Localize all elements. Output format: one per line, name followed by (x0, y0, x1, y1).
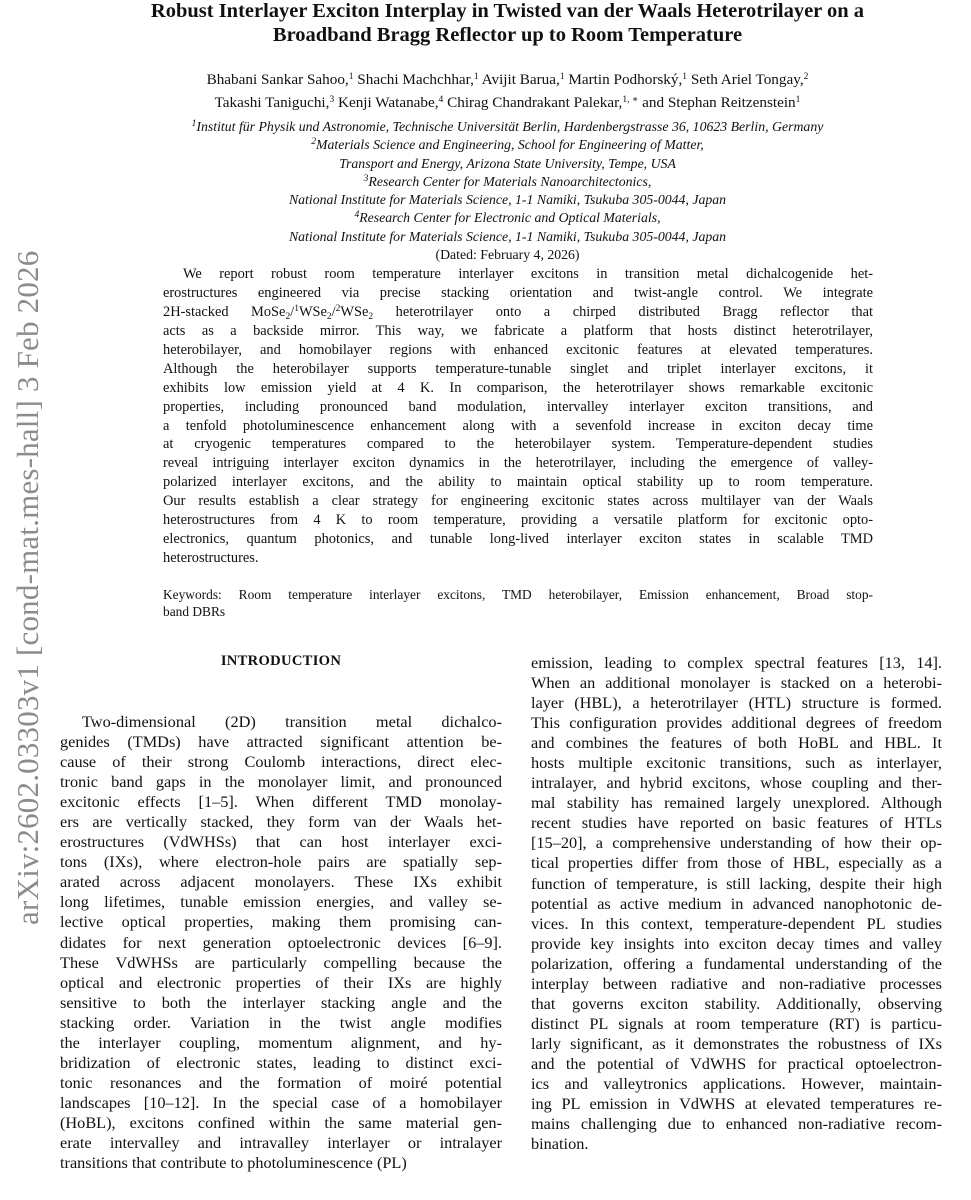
paragraph-line: These VdWHSs are particularly compelling because the (60, 952, 502, 972)
paragraph-line: mal stability has remained largely unexplored. Although (531, 793, 942, 813)
paragraph-line: arated across adjacent monolayers. These IXs exhibit (60, 872, 502, 892)
paragraph-line: This configuration provides additional degrees of freedom (531, 713, 942, 733)
paragraph-line: larly significant, as it demonstrates the robustness of IXs (531, 1033, 942, 1053)
paragraph-line: genides (TMDs) have attracted significant attention be- (60, 732, 502, 752)
affiliation-2: $^2$Materials Science and Engineering, School for Engineering of Matter, (311, 137, 704, 153)
paragraph-line: and combines the features of both HoBL and HBL. It (531, 733, 942, 753)
keywords-line: band DBRs (163, 604, 226, 620)
paragraph-line: stacking order. Variation in the twist angle modifies (60, 1012, 502, 1032)
paragraph-line: function of temperature, is still lacking, despite their high (531, 873, 942, 893)
paragraph-line: bination. (531, 1134, 589, 1154)
paragraph-line: tronic band gaps in the monolayer limit, and pronounced (60, 772, 502, 792)
paragraph-line: polarization, offering a fundamental understanding of the (531, 953, 942, 973)
author: Martin Podhorský,$^1$ (568, 71, 688, 88)
paragraph-line: potential as active medium in advanced nanophotonic de- (531, 893, 942, 913)
abstract-line: Although the heterobilayer supports temperature-tunable singlet and triplet interlayer excitons, it (163, 360, 873, 377)
paragraph-line: hosts multiple excitonic transitions, such as interlayer, (531, 753, 942, 773)
affiliation-3: $^3$Research Center for Materials Nanoarchitectonics, (363, 173, 652, 189)
paragraph-line: the interlayer coupling, momentum alignment, and hy- (60, 1032, 502, 1052)
author: Avijit Barua,$^1$ (481, 71, 565, 88)
abstract-line: polarized interlayer excitons, and the ability to maintain optical stability up to room temperature. (163, 474, 873, 491)
paragraph-line: Two-dimensional (2D) transition metal dichalco- (82, 712, 502, 731)
paragraph-line: landscapes [10–12]. In the special case of a homobilayer (60, 1092, 502, 1112)
abstract-line: Our results establish a clear strategy for engineering excitonic states across multilayer van der Waals (163, 493, 873, 510)
paragraph-line: tons (IXs), where electron-hole pairs are spatially sep- (60, 852, 502, 872)
paragraph-line: optical and electronic properties of their IXs are highly (60, 972, 502, 992)
paragraph-line: provide key insights into exciton decay times and valley (531, 933, 942, 953)
affiliation-4: $^4$Research Center for Electronic and Optical Materials, (354, 210, 661, 226)
intro-left-column (60, 712, 502, 1173)
paragraph-line: vices. In this context, temperature-dependent PL studies (531, 913, 942, 933)
paragraph-line: bridization of electronic states, leading to distinct exci- (60, 1052, 502, 1072)
paragraph-line: transitions that contribute to photoluminescence (PL) (60, 1153, 407, 1173)
paragraph-line: erostructures (VdWHSs) that can host interlayer exci- (60, 832, 502, 852)
paragraph-line: excitonic effects [1–5]. When different TMD monolay- (60, 792, 502, 812)
author: Takashi Taniguchi,$^3$ (214, 94, 335, 111)
title-line-1: Robust Interlayer Exciton Interplay in Twisted van der Waals Heterotrilayer on a (150, 0, 865, 22)
abstract-line: erostructures engineered via precise stacking orientation and twist-angle control. We integrate (163, 284, 873, 301)
paragraph-line: ers are vertically stacked, they form van der Waals het- (60, 812, 502, 832)
paragraph-line: ics and valleytronics applications. However, maintain- (531, 1073, 942, 1093)
dated-line: (Dated: February 4, 2026) (435, 247, 580, 263)
abstract (163, 265, 873, 568)
affiliation-3-cont: National Institute for Materials Science, 1-1 Namiki, Tsukuba 305-0044, Japan (288, 192, 727, 208)
affiliation-1: $^1$Institut für Physik und Astronomie, Technische Universität Berlin, Hardenbergstrasse 36, 10623 Berlin, Germany (191, 119, 824, 134)
abstract-line: 2H-stacked MoSe$_2$/$^1$WSe$_2$/$^2$WSe$_2$ heterotrilayer onto a chirped distributed Bragg reflector that (163, 303, 873, 322)
affiliations (60, 118, 955, 264)
keywords-line: Keywords: Room temperature interlayer excitons, TMD heterobilayer, Emission enhancement, Broad stop- (163, 587, 873, 602)
keywords (163, 586, 873, 621)
paper-title (60, 0, 955, 47)
abstract-line: exhibits low emission yield at 4 K. In comparison, the heterotrilayer shows remarkable excitonic (163, 379, 873, 396)
intro-right-column (531, 653, 942, 1154)
paragraph-line: [15–20], a comprehensive understanding of how their op- (531, 833, 942, 853)
abstract-line: properties, including pronounced band modulation, intervalley interlayer exciton transitions, and (163, 398, 873, 415)
paragraph-line: tical properties differ from those of HBL, especially as a (531, 853, 942, 873)
paragraph-line: long lifetimes, tunable emission energies, and valley se- (60, 892, 502, 912)
paragraph-line: cause of their strong Coulomb interactions, direct elec- (60, 752, 502, 772)
paragraph-line: interplay between radiative and non-radiative processes (531, 973, 942, 993)
affiliation-2-cont: Transport and Energy, Arizona State University, Tempe, USA (339, 155, 676, 171)
paragraph-line: erate intervalley and intravalley interlayer or intralayer (60, 1132, 502, 1152)
author: and Stephan Reitzenstein$^1$ (642, 94, 801, 111)
paragraph-line: that governs exciton stability. Additionally, observing (531, 993, 942, 1013)
paragraph-line: lective optical properties, making them promising can- (60, 912, 502, 932)
abstract-line: at cryogenic temperatures compared to the heterobilayer system. Temperature-dependent studies (163, 436, 873, 453)
paragraph-line: layer (HBL), a heterotrilayer (HTL) structure is formed. (531, 693, 942, 713)
author-list (60, 68, 955, 114)
abstract-line: electronics, quantum photonics, and tunable long-lived interlayer exciton states in scalable TMD (163, 531, 873, 548)
paragraph-line: intralayer, and hybrid excitons, whose coupling and ther- (531, 773, 942, 793)
abstract-line: reveal intriguing interlayer exciton dynamics in the heterotrilayer, including the emergence of valley- (163, 455, 873, 472)
author: Bhabani Sankar Sahoo,$^1$ (206, 71, 354, 88)
arxiv-sidebar-id: arXiv:2602.03303v1 [cond-mat.mes-hall] 3 Feb 2026 (10, 250, 45, 925)
section-heading-introduction: INTRODUCTION (220, 653, 342, 669)
paragraph-line: sensitive to both the interlayer stacking angle and the (60, 992, 502, 1012)
paragraph-line: and the potential of VdWHS for practical optoelectron- (531, 1053, 942, 1073)
title-line-2: Broadband Bragg Reflector up to Room Temperature (272, 23, 743, 46)
abstract-line: heterostructures from 4 K to room temperature, providing a versatile platform for excitonic opto- (163, 512, 873, 529)
paragraph-line: distinct PL signals at room temperature (RT) is particu- (531, 1013, 942, 1033)
author: Shachi Machchhar,$^1$ (357, 71, 479, 88)
abstract-line: a tenfold photoluminescence enhancement along with a sevenfold increase in exciton decay time (163, 417, 873, 434)
paragraph-line: didates for next generation optoelectronic devices [6–9]. (60, 932, 502, 952)
paragraph-line: (HoBL), excitons confined within the same material gen- (60, 1112, 502, 1132)
author: Seth Ariel Tongay,$^2$ (690, 71, 809, 88)
paragraph-line: ing PL emission in VdWHS at elevated temperatures re- (531, 1094, 942, 1114)
abstract-line: acts as a backside mirror. This way, we fabricate a platform that hosts distinct heterotrilayer, (163, 322, 873, 339)
abstract-line: heterostructures. (163, 550, 259, 567)
paragraph-line: recent studies have reported on basic features of HTLs (531, 813, 942, 833)
author: Kenji Watanabe,$^4$ (337, 94, 444, 111)
abstract-line: heterobilayer, and homobilayer regions with enhanced excitonic features at elevated temperatures. (163, 341, 873, 358)
paragraph-line: emission, leading to complex spectral features [13, 14]. (531, 653, 942, 672)
author: Chirag Chandrakant Palekar,$^{1, ∗}$ (447, 94, 639, 111)
author-line-1 (60, 68, 955, 91)
paragraph-line: mains challenging due to enhanced non-radiative recom- (531, 1114, 942, 1134)
abstract-line: We report robust room temperature interlayer excitons in transition metal dichalcogenide het- (183, 266, 873, 282)
paragraph-line: tonic resonances and the formation of moiré potential (60, 1072, 502, 1092)
author-line-2 (60, 91, 955, 114)
affiliation-4-cont: National Institute for Materials Science, 1-1 Namiki, Tsukuba 305-0044, Japan (288, 228, 727, 244)
paragraph-line: When an additional monolayer is stacked on a heterobi- (531, 673, 942, 693)
